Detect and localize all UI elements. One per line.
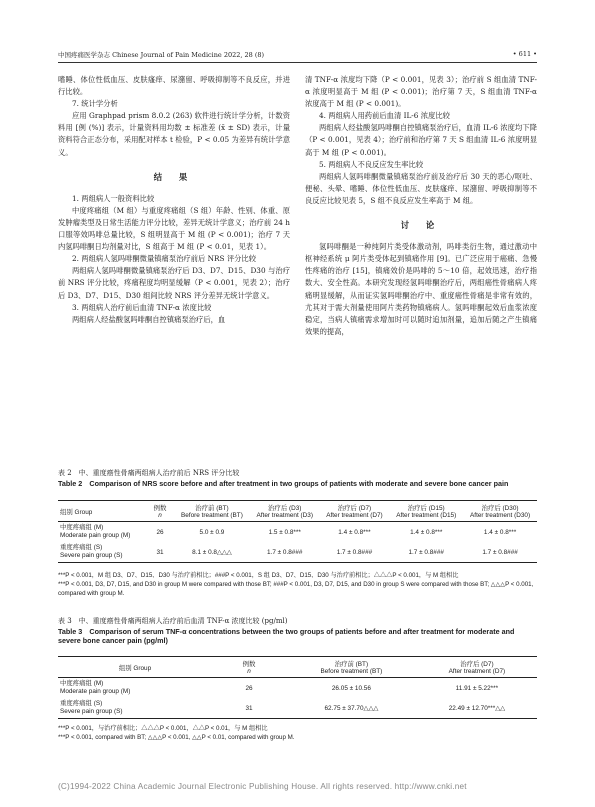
header-cn: 治疗后 (D7)	[337, 505, 372, 512]
table3-header-cell	[58, 657, 212, 678]
table2-header-cell	[250, 501, 320, 522]
group-en: Severe pain group (S)	[60, 708, 123, 715]
table2-header-cell	[174, 501, 250, 522]
header-en: After treatment (D7)	[448, 668, 506, 675]
body-paragraph: 氢吗啡酮是一种纯阿片类受体激动剂，吗啡类衍生物，通过激动中枢神经系统 μ 阿片类受体起到镇痛作用 [9]。已广泛应用于癌痛、急慢性疼痛的治疗 [15]，镇痛效价是吗啡的 5～10 倍，起效迅速，治疗指数大、安全性高。本研究发现经氢吗啡酮治疗后，两组癌性骨痛病人疼痛明显缓解，从而证实氢吗啡酮治疗中、重度癌性骨痛是非常有效的，尤其对于需大剂量使用阿片类药物镇痛病人。氢吗啡酮起效后血浆浓度稳定，当病人镇痛需求增加时可以随时追加剂量，追加后随之产生镇痛效果的提高，	[305, 242, 537, 336]
n-cell: 31	[156, 548, 164, 556]
table2-note-en: ***P < 0.001, D3, D7, D15, and D30 in group M were compared with those BT; ###P < 0.001, D3, D7, D15, and D30 in group S were compared with those BT; △△△P < 0.001, compared with group M.	[58, 581, 534, 598]
table2-header-row	[58, 501, 537, 522]
value-cell: 1.4 ± 0.8***	[483, 528, 517, 536]
body-paragraph: 两组病人经盐酸氢吗啡酮自控镇痛泵治疗后，血	[72, 314, 226, 324]
body-paragraph: 嗜睡、体位性低血压、皮肤瘙痒、尿潴留、呼吸抑制等不良反应，并进行比较。	[58, 75, 290, 97]
n-cell: 26	[156, 528, 164, 536]
value-cell: 26.05 ± 10.56	[331, 684, 371, 692]
header-cn: 治疗后 (D15)	[407, 505, 445, 512]
body-paragraph: 5. 两组病人不良反应发生率比较	[319, 159, 424, 169]
group-cn: 重度疼痛组 (S)	[60, 544, 103, 551]
table2-header-cell	[463, 501, 537, 522]
value-cell: 22.49 ± 12.70***△△	[448, 705, 506, 712]
value-cell: 1.7 ± 0.8###	[266, 548, 303, 556]
header-rule	[58, 62, 537, 63]
table3-note-cn: ***P < 0.001，与治疗前相比；△△△P < 0.001，△△P < 0.01，与 M 组相比	[58, 725, 268, 732]
value-cell: 8.1 ± 0.8△△△	[192, 549, 232, 556]
table2-caption	[58, 469, 537, 488]
n-cell: 31	[245, 704, 253, 712]
table3-header-row	[58, 657, 537, 678]
table2-header-cell	[146, 501, 174, 522]
table-row	[58, 678, 537, 699]
n-cell: 26	[245, 684, 253, 692]
group-en: Moderate pain group (M)	[60, 532, 131, 539]
group-cn: 中度疼痛组 (M)	[60, 524, 104, 531]
value-cell: 1.7 ± 0.8###	[408, 548, 444, 556]
group-cell	[58, 678, 212, 699]
section-heading: 结 果	[153, 171, 195, 182]
table2-notes	[58, 571, 537, 599]
table3-header-cell	[417, 657, 537, 678]
group-en: Severe pain group (S)	[60, 552, 123, 559]
body-paragraph: 两组病人氢吗啡酮微量镇痛泵治疗前及治疗后 30 天的恶心/呕吐、便秘、头晕、嗜睡、体位性低血压、皮肤瘙痒、尿潴留、呼吸抑制等不良反应比较见表 5，S 组不良反应发生率高于 M 组。	[305, 171, 537, 205]
group-cn: 重度疼痛组 (S)	[60, 700, 103, 707]
group-cell	[58, 522, 146, 543]
header-en: After treatment (D7)	[326, 512, 383, 519]
page-number: • 611 •	[512, 50, 537, 58]
value-cell: 1.5 ± 0.8***	[268, 528, 301, 536]
value-cell: 1.4 ± 0.8***	[338, 528, 371, 536]
table3-caption-en: Table 3 Comparison of serum TNF-α concentrations between the two groups of patients before and after treatment for moderate and severe bone cancer pain (pg/ml)	[58, 626, 515, 645]
header-en: After treatment (D30)	[470, 512, 531, 519]
header-en: n	[158, 512, 162, 519]
value-cell: 11.91 ± 5.22***	[455, 684, 499, 692]
body-paragraph: 4. 两组病人用药前后血清 IL-6 浓度比较	[319, 111, 450, 121]
table3	[58, 656, 537, 719]
left-column	[58, 74, 290, 326]
body-paragraph: 清 TNF-α 浓度均下降（P < 0.001，见表 3）；治疗前 S 组血清 TNF-α 浓度明显高于 M 组 (P < 0.001)；治疗第 7 天，S 组血清 TNF-α 浓度高于 M 组 (P < 0.001)。	[305, 75, 537, 109]
table-row	[58, 542, 537, 563]
table3-caption-cn: 表 3 中、重度癌性骨痛两组病人治疗前后血清 TNF-α 浓度比较 (pg/ml)	[58, 617, 288, 625]
header-en: n	[247, 668, 251, 675]
table2-caption-cn: 表 2 中、重度癌性骨痛两组病人治疗前后 NRS 评分比较	[58, 469, 240, 477]
header-cn: 治疗后 (D7)	[460, 661, 494, 668]
header-cn: 例数	[153, 505, 167, 512]
header-cn: 治疗前 (BT)	[195, 505, 229, 512]
body-paragraph: 应用 Graphpad prism 8.0.2 (263) 软件进行统计学分析，计数资料用 [例 (%)] 表示，计量资料用均数 ± 标准差 (x̄ ± SD) 表示，计量资料符合正态分布，采用配对样本 t 检验，P < 0.05 为差异有统计学意义。	[58, 111, 290, 157]
table3-caption	[58, 617, 537, 646]
value-cell: 1.7 ± 0.8###	[482, 548, 518, 556]
table3-notes	[58, 724, 537, 742]
group-cn: 中度疼痛组 (M)	[60, 680, 104, 687]
table2-header-cell	[320, 501, 390, 522]
body-paragraph: 7. 统计学分析	[72, 99, 118, 109]
right-column	[305, 74, 537, 338]
group-cell	[58, 698, 212, 719]
value-cell: 5.0 ± 0.9	[199, 528, 225, 536]
header-cn: 例数	[242, 661, 256, 668]
table2-note-cn: ***P < 0.001，M 组 D3、D7、D15、D30 与治疗前相比；###P < 0.001，S 组 D3、D7、D15、D30 与治疗前相比；△△△P < 0.001，与 M 组相比	[58, 572, 459, 579]
header-cn: 治疗后 (D30)	[481, 505, 519, 512]
table-row	[58, 698, 537, 719]
value-cell: 1.4 ± 0.8***	[410, 528, 443, 536]
body-paragraph: 2. 两组病人氢吗啡酮微量镇痛泵治疗前后 NRS 评分比较	[72, 254, 257, 264]
header-en: After treatment (D15)	[396, 512, 457, 519]
table2	[58, 500, 537, 563]
table3-header-cell	[286, 657, 417, 678]
table3-note-en: ***P < 0.001, compared with BT; △△△P < 0.001, △△P < 0.01, compared with group M.	[58, 734, 295, 742]
header-en: Before treatment (BT)	[181, 512, 243, 519]
table-row	[58, 522, 537, 543]
header-cn: 组别 Group	[118, 664, 152, 672]
header-cn: 治疗前 (BT)	[334, 661, 369, 668]
table2-header-cell	[58, 501, 146, 522]
header-en: After treatment (D3)	[256, 512, 313, 519]
body-paragraph: 1. 两组病人一般资料比较	[72, 193, 155, 203]
header-cn: 治疗后 (D3)	[268, 505, 302, 512]
body-paragraph: 中度疼痛组（M 组）与重度疼痛组（S 组）年龄、性别、体重、原发肿瘤类型及日常生活能力评分比较，差异无统计学意义；治疗前 24 h 口服等效吗啡总量比较，S 组明显高于 M 组 (P < 0.001)；治疗 7 天内氢吗啡酮日均剂量对比，S 组高于 M 组 (P < 0.01，见表 1）。	[58, 205, 290, 252]
value-cell: 1.7 ± 0.8###	[336, 548, 373, 556]
running-header	[58, 50, 537, 62]
header-cn: 组别 Group	[60, 508, 93, 516]
table2-header-cell	[389, 501, 463, 522]
header-en: Before treatment (BT)	[320, 668, 383, 675]
group-cell	[58, 542, 146, 563]
body-paragraph: 两组病人氢吗啡酮微量镇痛泵治疗后 D3、D7、D15、D30 与治疗前 NRS 评分比较，疼痛程度均明显缓解（P < 0.001，见表 2）；治疗后 D3、D7、D15、D30 组间比较 NRS 评分差异无统计学意义。	[58, 266, 290, 300]
table2-caption-en: Table 2 Comparison of NRS score before and after treatment in two groups of patients with moderate and severe bone cancer pain	[58, 478, 509, 488]
table3-header-cell	[212, 657, 286, 678]
value-cell: 62.75 ± 37.70△△△	[324, 705, 379, 712]
group-en: Moderate pain group (M)	[60, 688, 131, 695]
body-paragraph: 3. 两组病人治疗前后血清 TNF-α 浓度比较	[72, 302, 212, 312]
section-heading: 讨 论	[400, 220, 442, 231]
body-paragraph: 两组病人经盐酸氢吗啡酮自控镇痛泵治疗后，血清 IL-6 浓度均下降（P < 0.001，见表 4）；治疗前和治疗第 7 天 S 组血清 IL-6 浓度明显高于 M 组 (P < 0.001)。	[305, 123, 537, 157]
journal-title: 中国疼痛医学杂志 Chinese Journal of Pain Medicine 2022, 28 (8)	[58, 51, 265, 59]
copyright-footer: (C)1994-2022 China Academic Journal Electronic Publishing House. All rights reserved. http://www.cnki.net	[58, 782, 467, 791]
